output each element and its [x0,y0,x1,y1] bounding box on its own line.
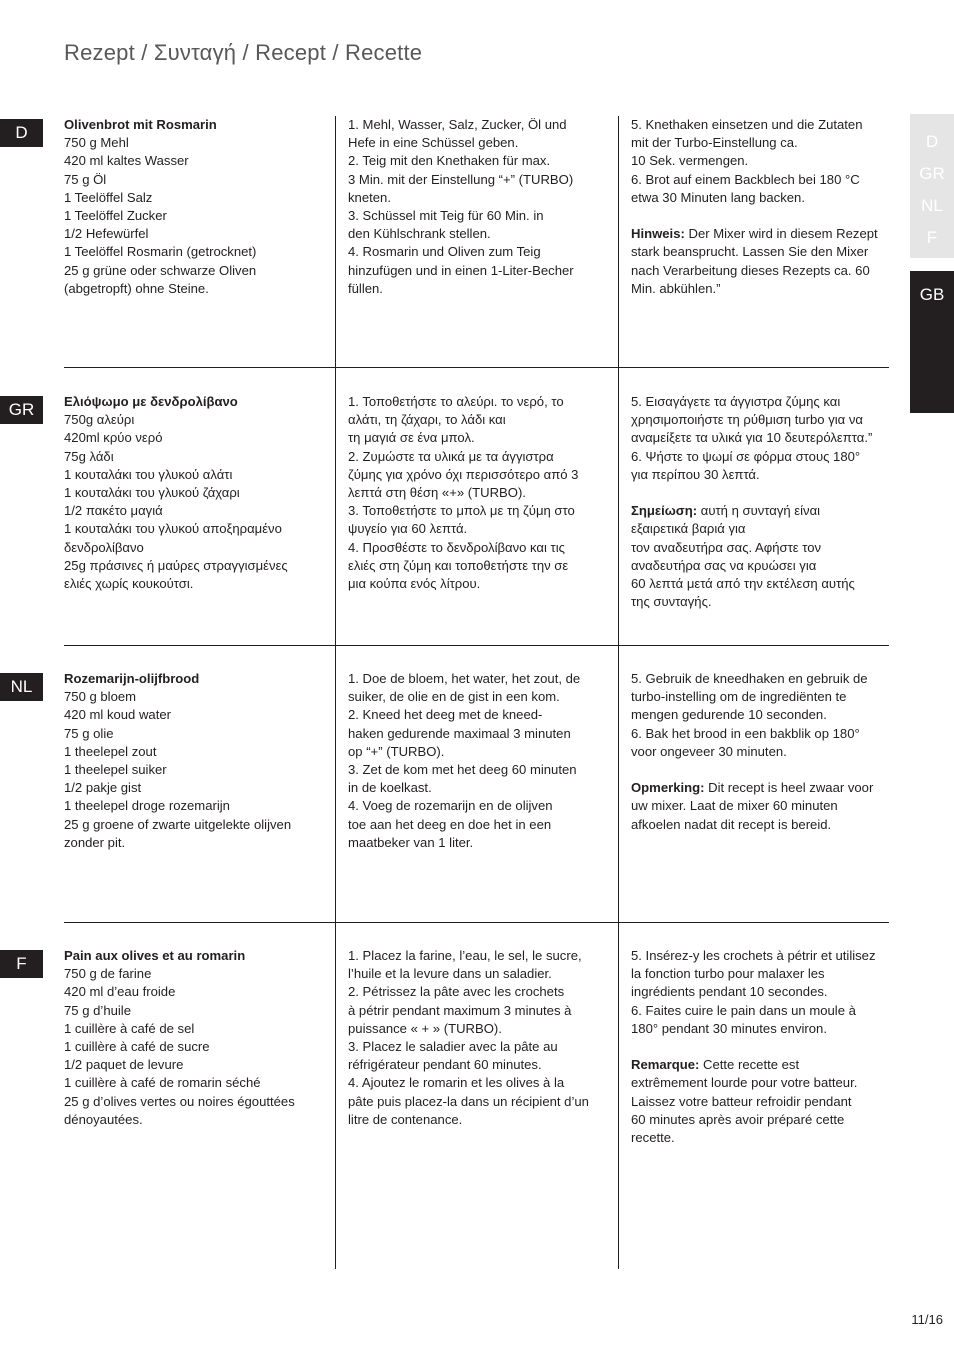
steps-notes-column [631,116,891,298]
note-text: Cette recette est extrêmement lourde pour votre batteur. Laissez votre batteur refroidir pendant 60 minutes après avoir préparé cette recette. [631,1057,858,1146]
ingredients-list: 750 g bloem 420 ml koud water 75 g olie 1 theelepel zout 1 theelepel suiker 1/2 pakje gist 1 theelepel droge rozemarijn 25 g groene of zwarte uitgelekte olijven zonder pit. [64,689,292,850]
section-divider [64,922,889,923]
language-index-f: F [926,228,938,247]
steps-notes-column [631,670,891,834]
steps-column: 1. Τοποθετήστε το αλεύρι. το νερό, το αλάτι, τη ζάχαρι, το λάδι και τη μαγιά σε ένα μπολ. 2. Ζυμώστε τα υλικά με τα άγγιστρα ζύμης για χρόνο όχι περισσότερο από 3 λεπτά στη θέση «+» (TURBO). 3. Τοποθετήστε το μπολ με τη ζύμη στο ψυγείο για 60 λεπτά. 4. Προσθέστε το δενδρολίβανο και τις ελιές στη ζύμη και τοποθετήστε την σε μια κούπα ενός λίτρου. [348,394,579,592]
ingredients-column [64,116,329,298]
steps-notes-column [631,393,891,611]
recipe-title: Rozemarijn-olijfbrood [64,671,200,686]
page-title: Rezept / Συνταγή / Recept / Recette [64,40,423,65]
steps-continued: 5. Gebruik de kneedhaken en gebruik de turbo-instelling om de ingrediënten te mengen gedurende 10 seconden. 6. Bak het brood in een bakblik op 180° voor ongeveer 30 minuten. [631,671,868,759]
language-index-gb: GB [919,285,945,304]
steps-continued: 5. Εισαγάγετε τα άγγιστρα ζύμης και χρησιμοποιήστε τη ρύθμιση turbo για να αναμείξετε τα υλικά για 10 δευτερόλεπτα.” 6. Ψήστε το ψωμί σε φόρμα στους 180° για περίπου 30 λεπτά. [631,394,873,482]
language-index-gr: GR [919,164,945,183]
language-tab-d: D [0,119,43,147]
steps-column: 1. Placez la farine, l’eau, le sel, le sucre, l’huile et la levure dans un saladier. 2. Pétrissez la pâte avec les crochets à pétrir pendant maximum 3 minutes à puissance « + » (TURBO). 3. Placez le saladier avec la pâte au réfrigérateur pendant 60 minutes. 4. Ajoutez le romarin et les olives à la pâte puis placez-la dans un récipient d’un litre de contenance. [348,948,589,1127]
ingredients-list: 750 g Mehl 420 ml kaltes Wasser 75 g Öl 1 Teelöffel Salz 1 Teelöffel Zucker 1/2 Hefewürfel 1 Teelöffel Rosmarin (getrocknet) 25 g grüne oder schwarze Oliven (abgetropft) ohne Steine. [64,135,257,296]
note-text: Der Mixer wird in diesem Rezept stark beansprucht. Lassen Sie den Mixer nach Verarbeitung dieses Rezepts ca. 60 Min. abkühlen.” [631,226,878,296]
language-tab-nl: NL [0,673,43,701]
steps-column: 1. Doe de bloem, het water, het zout, de suiker, de olie en de gist in een kom. 2. Kneed het deeg met de kneed- haken gedurende maximaal 3 minuten op “+” (TURBO). 3. Zet de kom met het deeg 60 minuten in de koelkast. 4. Voeg de rozemarijn en de olijven toe aan het deeg en doe het in een maatbeker van 1 liter. [348,671,581,850]
note-label: Remarque: [631,1057,700,1073]
column-divider [618,116,619,1269]
recipe-title: Ελιόψωμο με δενδρολίβανο [64,394,238,409]
ingredients-column [64,393,329,593]
section-divider [64,645,889,646]
ingredients-list: 750 g de farine 420 ml d’eau froide 75 g d’huile 1 cuillère à café de sel 1 cuillère à café de sucre 1/2 paquet de levure 1 cuillère à café de romarin séché 25 g d’olives vertes ou noires égouttées dénoyautées. [64,966,295,1127]
note-text: Dit recept is heel zwaar voor uw mixer. Laat de mixer 60 minuten afkoelen nadat dit recept is bereid. [631,780,874,832]
page-number: 11/16 [911,1312,943,1327]
recipe-title: Pain aux olives et au romarin [64,948,246,963]
language-tab-gr: GR [0,396,43,424]
column-divider [335,116,336,1269]
language-tab-f: F [0,950,43,978]
steps-column: 1. Mehl, Wasser, Salz, Zucker, Öl und Hefe in eine Schüssel geben. 2. Teig mit den Knethaken für max. 3 Min. mit der Einstellung “+” (TURBO) kneten. 3. Schüssel mit Teig für 60 Min. in den Kühlschrank stellen. 4. Rosmarin und Oliven zum Teig hinzufügen und in einen 1-Liter-Becher füllen. [348,117,574,296]
steps-notes-column [631,947,891,1147]
language-index-active [910,271,954,413]
ingredients-list: 750g αλεύρι 420ml κρύο νερό 75g λάδι 1 κουταλάκι του γλυκού αλάτι 1 κουταλάκι του γλυκού ζάχαρι 1/2 πακέτο μαγιά 1 κουταλάκι του γλυκού αποξηραμένο δενδρολίβανο 25g πράσινες ή μαύρες στραγγισμένες ελιές χωρίς κουκούτσι. [64,412,288,592]
steps-continued: 5. Insérez-y les crochets à pétrir et utilisez la fonction turbo pour malaxer les ingrédients pendant 10 secondes. 6. Faites cuire le pain dans un moule à 180° pendant 30 minutes environ. [631,948,876,1036]
language-index-nl: NL [921,196,943,215]
steps-continued: 5. Knethaken einsetzen und die Zutaten mit der Turbo-Einstellung ca. 10 Sek. vermengen. 6. Brot auf einem Backblech bei 180 °C etwa 30 Minuten lang backen. [631,117,863,205]
ingredients-column [64,947,329,1129]
note-label: Hinweis: [631,226,685,242]
ingredients-column [64,670,329,852]
note-label: Σημείωση: [631,503,698,519]
note-text: αυτή η συνταγή είναι εξαιρετικά βαριά για τον αναδευτήρα σας. Αφήστε τον αναδευτήρα σας να κρυώσει για 60 λεπτά μετά από την εκτέλεση αυτής της συνταγής. [631,503,855,610]
language-index-d: D [925,132,939,151]
recipe-title: Olivenbrot mit Rosmarin [64,117,217,132]
section-divider [64,367,889,368]
note-label: Opmerking: [631,780,705,796]
language-index-inactive [910,114,954,258]
